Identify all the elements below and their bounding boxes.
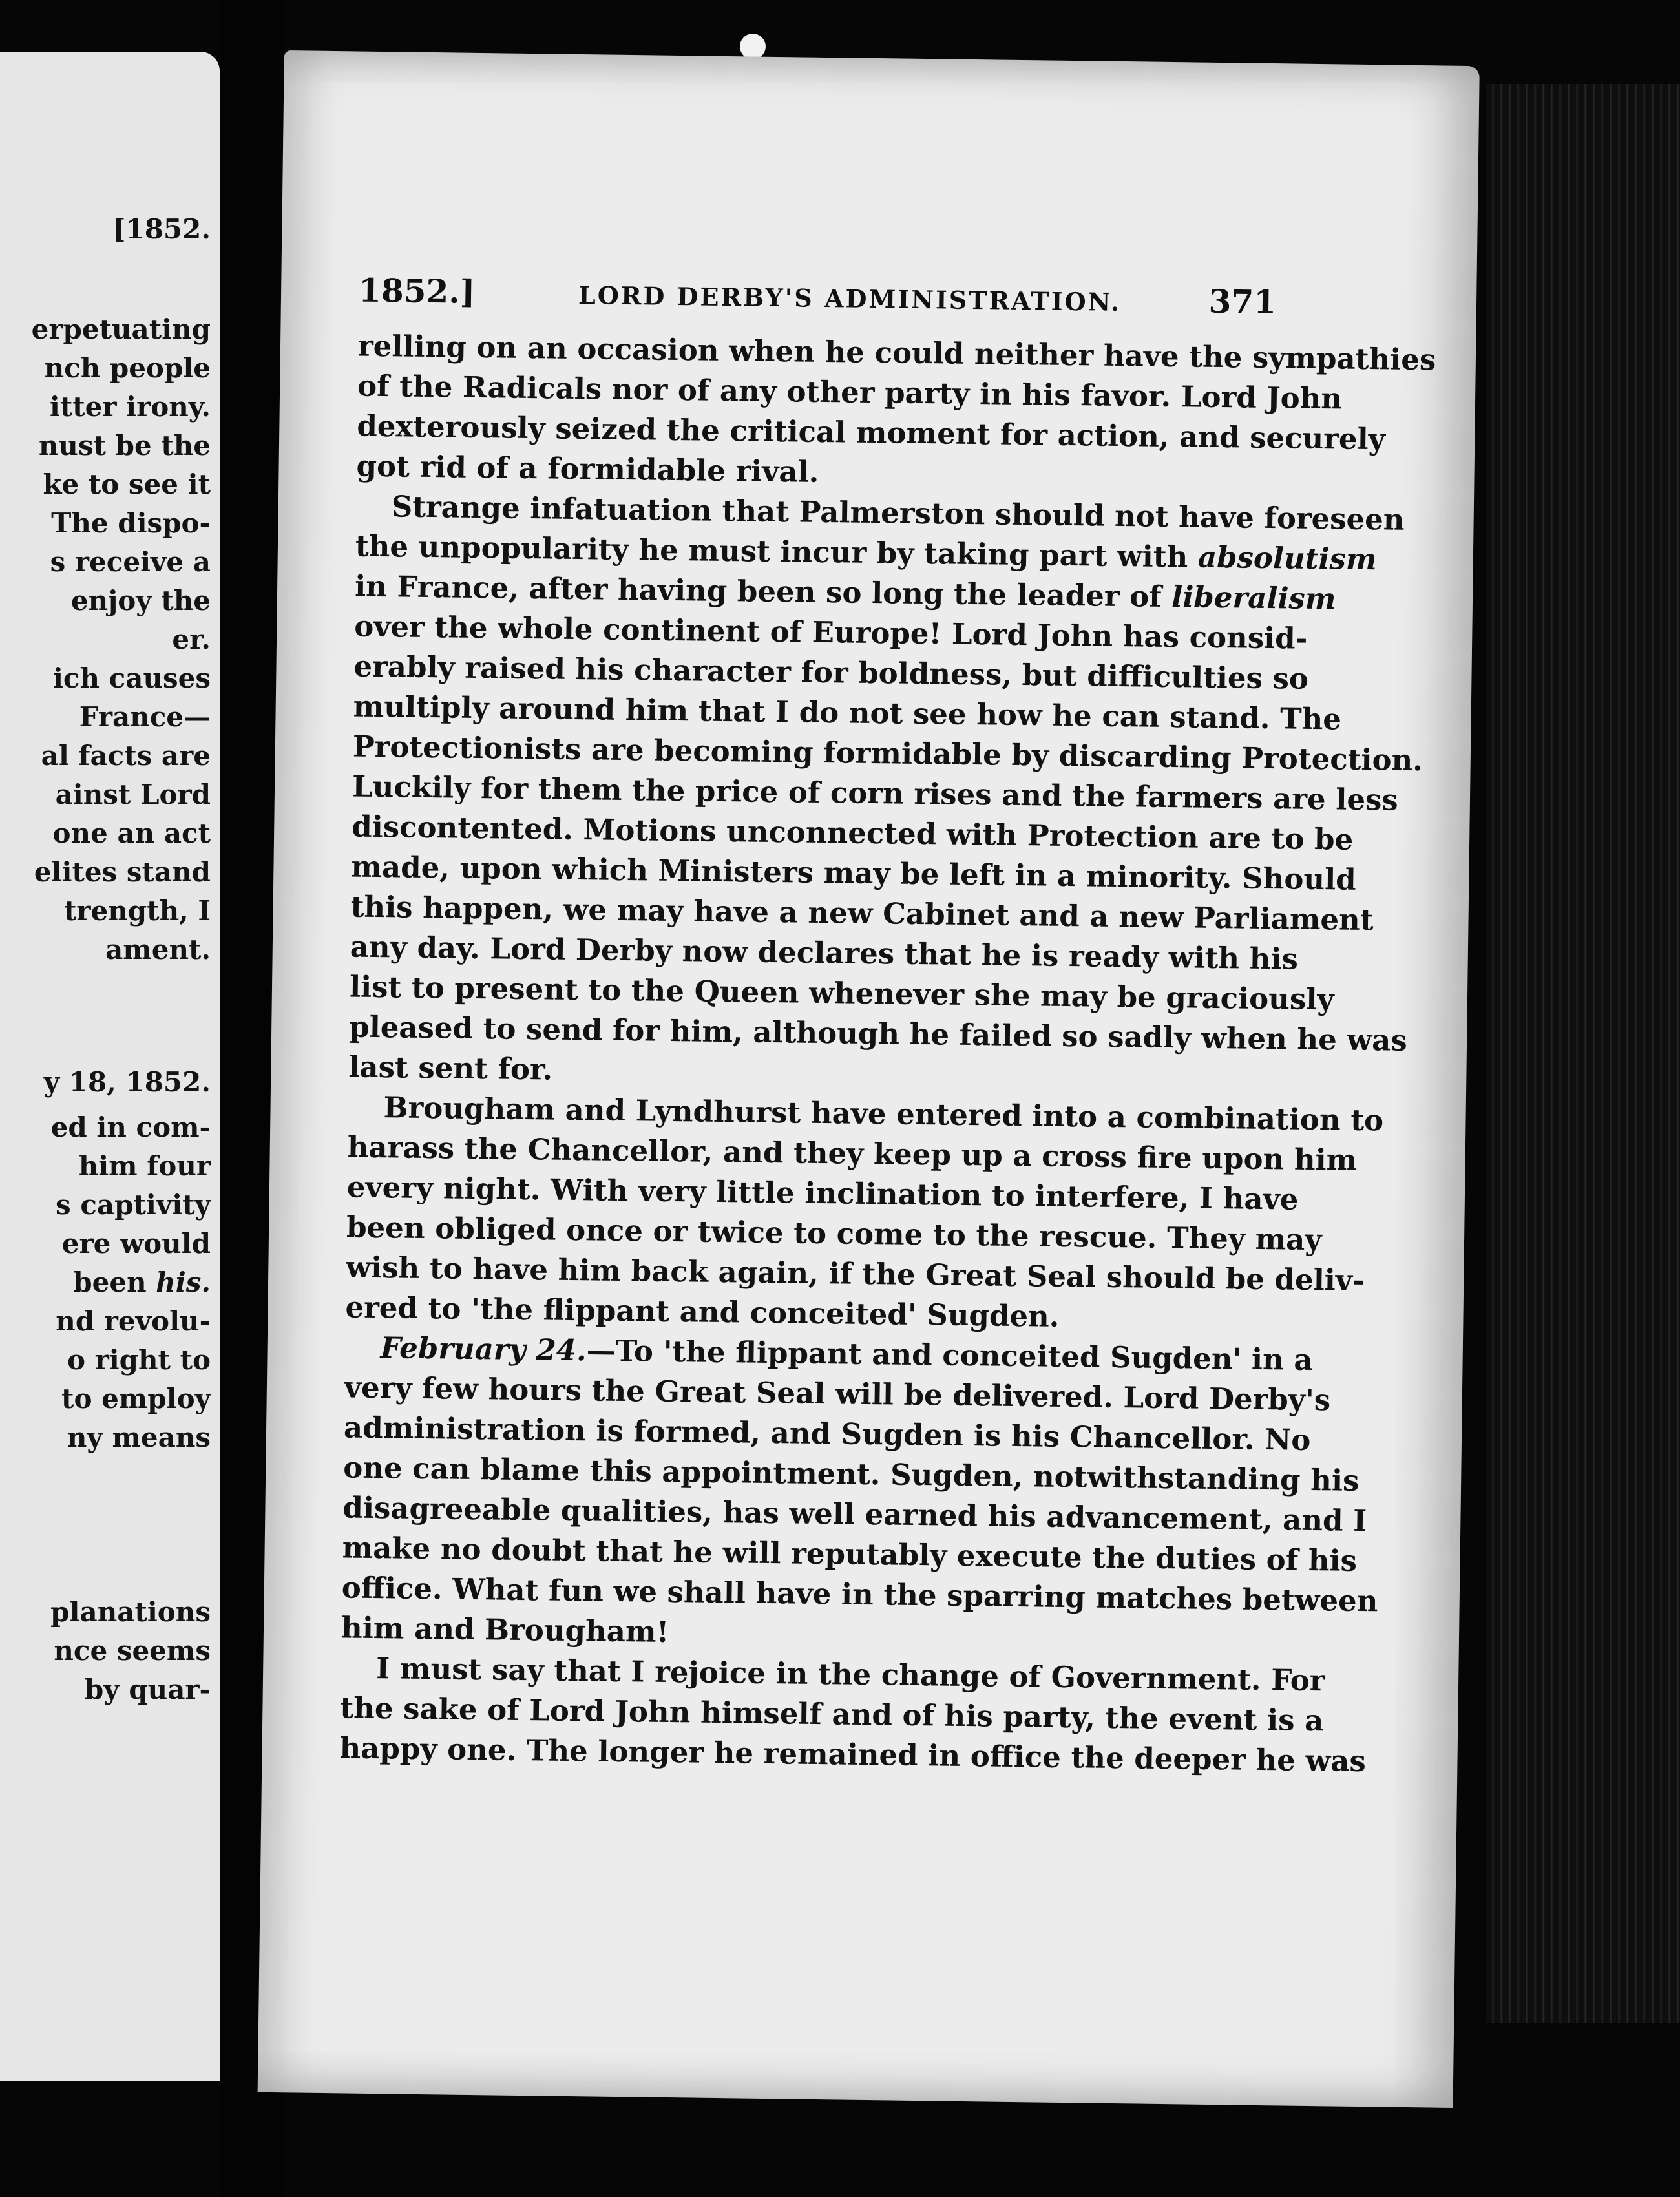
left-page-line: er. <box>172 624 211 655</box>
text-line: Luckily for them the price of corn rises and the farmers are less <box>352 769 1399 817</box>
left-page-line: by quar- <box>84 1674 211 1705</box>
left-page-line: ament. <box>105 934 211 965</box>
text-line: very few hours the Great Seal will be delivered. Lord Derby's <box>344 1370 1331 1418</box>
text-line: ered to 'the flippant and conceited' Sugden. <box>345 1290 1060 1334</box>
left-page-line: to employ <box>61 1383 211 1414</box>
left-page-line: elites stand <box>34 856 211 888</box>
running-header <box>359 271 1277 329</box>
left-page-line: trength, I <box>64 895 211 927</box>
page-edges <box>1486 84 1680 2023</box>
left-page-line: ed in com- <box>50 1111 211 1143</box>
left-page-line: ich causes <box>52 662 211 694</box>
text-line: February 24.—To 'the flippant and conceited Sugden' in a <box>380 1330 1313 1378</box>
left-page-line: ke to see it <box>43 468 211 500</box>
header-title: LORD DERBY'S ADMINISTRATION. <box>578 280 1122 317</box>
text-line: every night. With very little inclination to interfere, I have <box>346 1170 1299 1217</box>
text-line: any day. Lord Derby now declares that he is ready with his <box>350 929 1299 976</box>
left-page-line: al facts are <box>41 740 211 772</box>
left-page-line: nce seems <box>54 1635 211 1666</box>
left-page-line: ainst Lord <box>55 779 211 810</box>
text-line: made, upon which Ministers may be left in a minority. Should <box>351 849 1357 897</box>
page-number: 371 <box>1208 282 1277 322</box>
text-line: disagreeable qualities, has well earned his advancement, and I <box>342 1490 1367 1539</box>
text-line: Strange infatuation that Palmerston should not have foreseen <box>391 489 1405 537</box>
text-line: discontented. Motions unconnected with Protection are to be <box>351 809 1354 857</box>
text-line: in France, after having been so long the leader of liberalism <box>354 569 1336 616</box>
text-line: Protectionists are becoming formidable by discarding Protection. <box>352 729 1423 778</box>
text-line: dexterously seized the critical moment for action, and securely <box>357 408 1386 457</box>
left-page-line: o right to <box>67 1344 211 1376</box>
text-line: last sent for. <box>348 1049 553 1087</box>
header-year: 1852.] <box>358 271 476 311</box>
left-page-line: The dispo- <box>51 507 211 539</box>
right-page <box>258 50 1480 2108</box>
text-line: harass the Chancellor, and they keep up a cross fire upon him <box>347 1130 1358 1177</box>
text-line: one can blame this appointment. Sugden, notwithstanding his <box>342 1450 1360 1498</box>
text-line: administration is formed, and Sugden is his Chancellor. No <box>343 1410 1311 1457</box>
text-line: erably raised his character for boldness, but difficulties so <box>353 649 1309 696</box>
text-line: over the whole continent of Europe! Lord John has consid- <box>353 609 1308 656</box>
text-line: office. What fun we shall have in the sparring matches between <box>341 1570 1378 1619</box>
text-line: Brougham and Lyndhurst have entered into a combination to <box>383 1090 1384 1138</box>
left-page-line: enjoy the <box>70 585 211 616</box>
text-line: pleased to send for him, although he failed so sadly when he was <box>348 1009 1408 1058</box>
left-page-line: been his. <box>73 1267 211 1298</box>
punch-hole <box>740 34 766 59</box>
left-page-line: nch people <box>44 352 211 384</box>
left-page-line: s receive a <box>50 546 211 578</box>
left-page-line: itter irony. <box>49 391 211 423</box>
left-page-line: France— <box>79 701 211 733</box>
text-line: been obliged once or twice to come to the rescue. They may <box>346 1210 1322 1257</box>
left-page-line: nust be the <box>38 430 211 461</box>
left-page-line: ere would <box>61 1228 211 1259</box>
text-line: the sake of Lord John himself and of his party, the event is a <box>340 1690 1324 1738</box>
text-line: I must say that I rejoice in the change of Government. For <box>375 1651 1325 1698</box>
left-page-line: nd revolu- <box>56 1305 211 1337</box>
text-line: of the Radicals nor of any other party in his favor. Lord John <box>357 368 1343 416</box>
left-page-line: [1852. <box>112 213 211 245</box>
body-text <box>339 326 1436 1780</box>
left-page-line: y 18, 1852. <box>43 1066 211 1098</box>
text-line: make no doubt that he will reputably execute the duties of his <box>342 1530 1358 1578</box>
text-line: this happen, we may have a new Cabinet and a new Parliament <box>350 889 1374 938</box>
left-page-line: erpetuating <box>31 313 211 345</box>
left-page-line: one an act <box>52 817 211 849</box>
left-page-line: him four <box>78 1150 211 1182</box>
left-page-line: s captivity <box>56 1189 211 1221</box>
text-line: got rid of a formidable rival. <box>356 448 819 489</box>
text-line: relling on an occasion when he could neither have the sympathies <box>357 328 1436 377</box>
text-line: list to present to the Queen whenever she may be graciously <box>349 969 1334 1017</box>
left-page-line: planations <box>50 1596 211 1628</box>
text-line: multiply around him that I do not see how he can stand. The <box>353 689 1342 737</box>
text-line: the unpopularity he must incur by taking part with absolutism <box>355 529 1377 577</box>
left-page <box>0 52 220 2081</box>
text-line: him and Brougham! <box>341 1610 669 1649</box>
left-page-line: ny means <box>67 1422 211 1453</box>
text-line: wish to have him back again, if the Great Seal should be deliv- <box>346 1250 1365 1298</box>
text-line: happy one. The longer he remained in office the deeper he was <box>339 1730 1367 1779</box>
